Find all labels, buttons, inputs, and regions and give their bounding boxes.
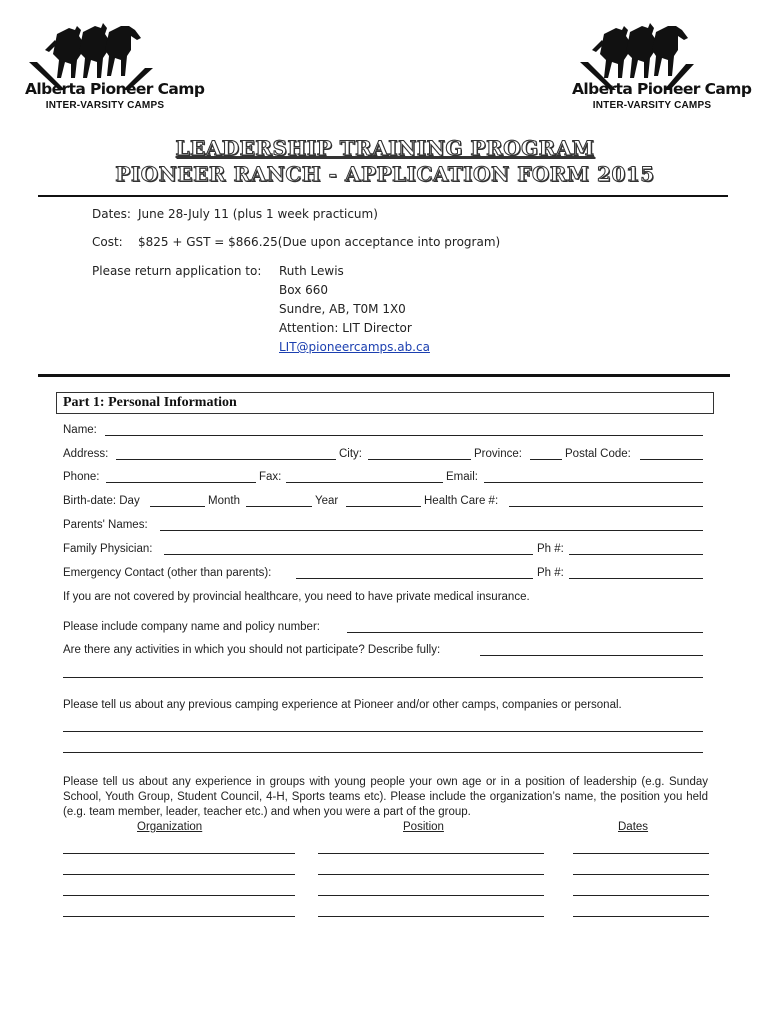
camping-field-line[interactable] xyxy=(63,752,703,753)
dates-label: Dates: xyxy=(92,207,131,221)
organization-field[interactable] xyxy=(63,895,295,896)
position-field[interactable] xyxy=(318,916,544,917)
emergency-field[interactable] xyxy=(296,578,533,579)
position-field[interactable] xyxy=(318,895,544,896)
organization-column-header: Organization xyxy=(137,821,203,833)
fax-label: Fax: xyxy=(259,471,282,483)
dates-column-header: Dates xyxy=(618,821,649,833)
physician-phone-label: Ph #: xyxy=(537,543,564,555)
cost-value: $825 + GST = $866.25(Due upon acceptance into program) xyxy=(138,235,501,249)
phone-field[interactable] xyxy=(106,482,256,483)
part1-heading-box xyxy=(56,392,714,414)
organization-field[interactable] xyxy=(63,874,295,875)
activities-field[interactable] xyxy=(480,655,703,656)
birth-day-label: Birth-date: Day xyxy=(63,495,140,507)
name-field[interactable] xyxy=(105,435,703,436)
email-field[interactable] xyxy=(484,482,703,483)
insurance-note: If you are not covered by provincial healthcare, you need to have private medical insurance. xyxy=(63,591,530,603)
camping-experience-label: Please tell us about any previous camping experience at Pioneer and/or other camps, companies or personal. xyxy=(63,699,622,711)
parents-label: Parents' Names: xyxy=(63,519,148,531)
health-care-label: Health Care #: xyxy=(424,495,499,507)
physician-field[interactable] xyxy=(164,554,533,555)
form-subtitle: PIONEER RANCH - APPLICATION FORM 2015 xyxy=(115,162,655,186)
cost-label: Cost: xyxy=(92,235,123,249)
section-divider xyxy=(38,374,730,377)
city-field[interactable] xyxy=(368,459,471,460)
company-label: Please include company name and policy number: xyxy=(63,621,320,633)
address-line: Ruth Lewis xyxy=(279,264,344,278)
address-field[interactable] xyxy=(116,459,336,460)
position-field[interactable] xyxy=(318,853,544,854)
email-label: Email: xyxy=(446,471,478,483)
dates-field[interactable] xyxy=(573,853,709,854)
dates-field[interactable] xyxy=(573,874,709,875)
form-title xyxy=(0,136,770,160)
organization-field[interactable] xyxy=(63,916,295,917)
province-label: Province: xyxy=(474,448,522,460)
birth-year-label: Year xyxy=(315,495,339,507)
dates-field[interactable] xyxy=(573,916,709,917)
physician-label: Family Physician: xyxy=(63,543,153,555)
dates-field[interactable] xyxy=(573,895,709,896)
camp-logo-left xyxy=(25,20,205,120)
parents-field[interactable] xyxy=(160,530,703,531)
emergency-phone-field[interactable] xyxy=(569,578,703,579)
name-label: Name: xyxy=(63,424,97,436)
phone-label: Phone: xyxy=(63,471,100,483)
birth-month-label: Month xyxy=(208,495,240,507)
physician-phone-field[interactable] xyxy=(569,554,703,555)
header-divider xyxy=(38,195,728,197)
dates-value: June 28-July 11 (plus 1 week practicum) xyxy=(138,207,378,221)
company-field[interactable] xyxy=(347,632,703,633)
address-line: Attention: LIT Director xyxy=(279,321,412,335)
brand-subtitle: INTER-VARSITY CAMPS xyxy=(592,100,712,111)
part1-heading: Part 1: Personal Information xyxy=(63,395,237,410)
camp-logo-right xyxy=(572,20,752,120)
return-label: Please return application to: xyxy=(92,264,262,278)
emergency-phone-label: Ph #: xyxy=(537,567,564,579)
emergency-label: Emergency Contact (other than parents): xyxy=(63,567,272,579)
city-label: City: xyxy=(339,448,362,460)
address-line: Sundre, AB, T0M 1X0 xyxy=(279,302,406,316)
birth-year-field[interactable] xyxy=(346,506,421,507)
brand-subtitle: INTER-VARSITY CAMPS xyxy=(45,100,165,111)
contact-email-link[interactable]: LIT@pioneercamps.ab.ca xyxy=(279,340,430,354)
brand-name: Alberta Pioneer Camp xyxy=(25,80,205,98)
health-care-field[interactable] xyxy=(509,506,703,507)
form-title-text: LEADERSHIP TRAINING PROGRAM xyxy=(175,136,595,160)
birth-month-field[interactable] xyxy=(246,506,312,507)
brand-name: Alberta Pioneer Camp xyxy=(572,80,752,98)
address-line: Box 660 xyxy=(279,283,329,297)
position-field[interactable] xyxy=(318,874,544,875)
postal-code-label: Postal Code: xyxy=(565,448,631,460)
activities-label: Are there any activities in which you should not participate? Describe fully: xyxy=(63,644,441,656)
activities-field-line[interactable] xyxy=(63,677,703,678)
postal-code-field[interactable] xyxy=(640,459,703,460)
address-label: Address: xyxy=(63,448,109,460)
fax-field[interactable] xyxy=(286,482,443,483)
organization-field[interactable] xyxy=(63,853,295,854)
province-field[interactable] xyxy=(530,459,562,460)
position-column-header: Position xyxy=(403,821,444,833)
groups-experience-text: Please tell us about any experience in groups with young people your own age or in a position of leadership (e.g. Sunday School, Youth Group, Student Council, 4-H, Sports teams etc). Please include the organization’s name, the position you held (e.g. team member, leader, teacher etc.) and when you were a part of the group. xyxy=(63,776,708,818)
birth-day-field[interactable] xyxy=(150,506,205,507)
camping-field-line[interactable] xyxy=(63,731,703,732)
